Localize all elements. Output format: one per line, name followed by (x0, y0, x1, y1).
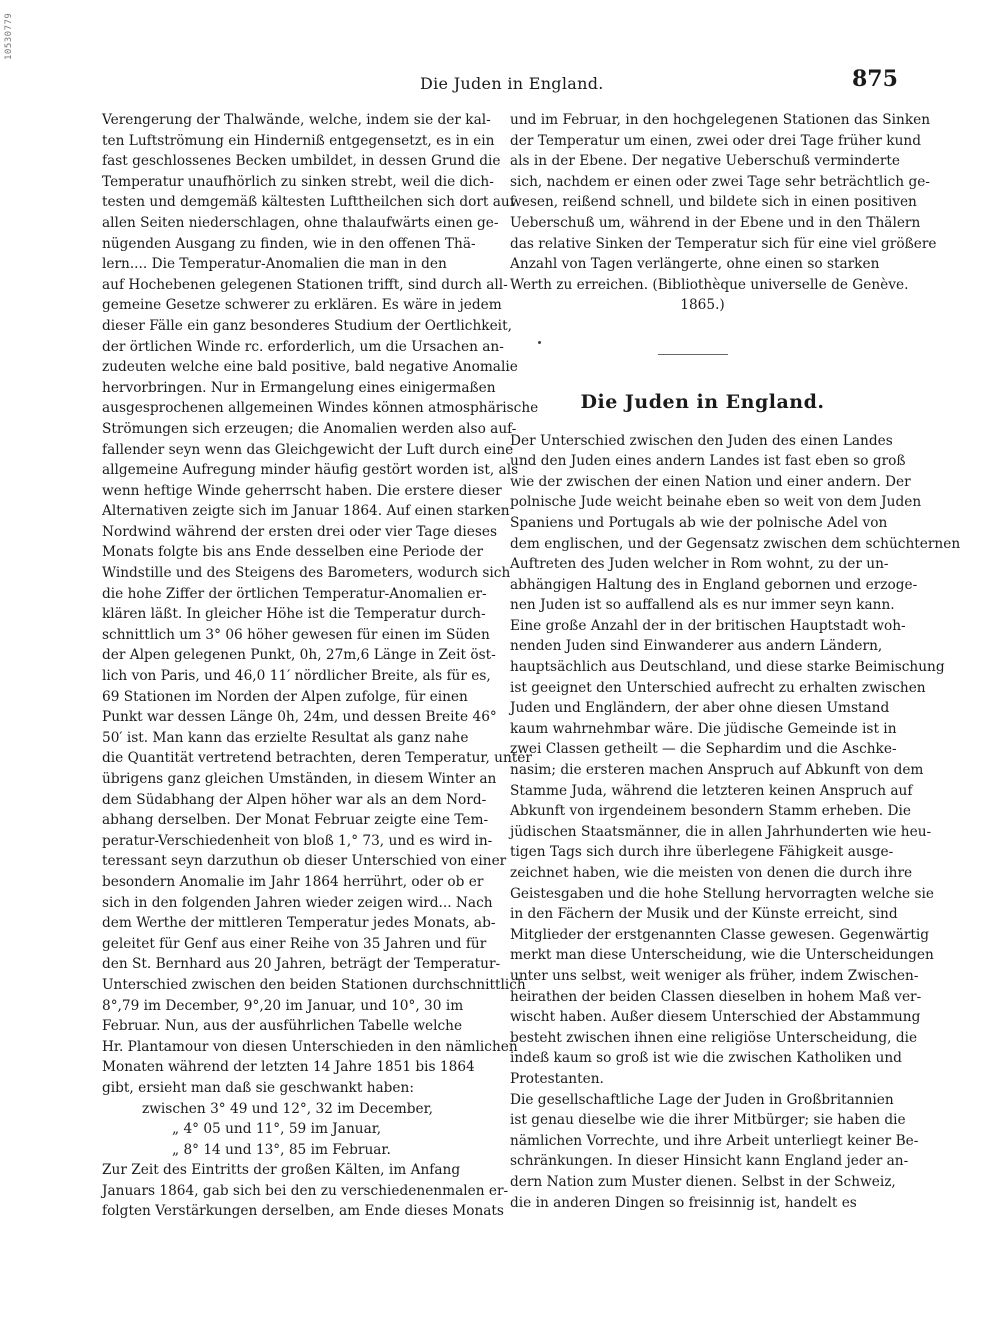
text-line: teressant seyn darzuthun ob dieser Unterschied von einer (102, 853, 507, 870)
text-line: tigen Tags sich durch ihre überlegene Fähigkeit ausge- (510, 844, 894, 861)
text-line: als in der Ebene. Der negative Ueberschuß verminderte (510, 153, 900, 170)
text-line: Werth zu erreichen. (Bibliothèque universelle de Genève. (510, 276, 909, 293)
text-line: Punkt war dessen Länge 0h, 24m, und dessen Breite 46° (102, 709, 497, 726)
text-line: die hohe Ziffer der örtlichen Temperatur-Anomalien er- (102, 585, 487, 602)
text-line: schnittlich um 3° 06 höher gewesen für einen im Süden (102, 626, 490, 643)
text-line: sich, nachdem er einen oder zwei Tage sehr beträchtlich ge- (510, 173, 930, 190)
text-line: Nordwind während der ersten drei oder vier Tage dieses (102, 523, 498, 540)
left-body-text (102, 110, 539, 1099)
text-line: ten Luftströmung ein Hinderniß entgegensetzt, es in ein (102, 132, 495, 149)
running-title: Die Juden in England. (420, 74, 604, 93)
text-line: kaum wahrnehmbar wäre. Die jüdische Gemeinde ist in (510, 720, 897, 737)
text-line: übrigens ganz gleichen Umständen, in diesem Winter an (102, 771, 497, 787)
text-line: dem Südabhang der Alpen höher war als an dem Nord- (102, 791, 487, 808)
text-line: lich von Paris, und 46,0 11′ nördlicher Breite, als für es, (102, 668, 491, 685)
text-line: fast geschlossenes Becken umbildet, in dessen Grund die (102, 153, 501, 170)
text-line: 1865.) (680, 297, 725, 314)
text-line: sich in den folgenden Jahren wieder zeigen wird... Nach (102, 894, 493, 911)
text-line: der örtlichen Winde rc. erforderlich, um die Ursachen an- (102, 338, 504, 355)
text-line: besondern Anomalie im Jahr 1864 herrührt, oder ob er (102, 873, 484, 890)
text-line: Windstille und des Steigens des Barometers, wodurch sich (102, 565, 511, 582)
text-line: Hr. Plantamour von diesen Unterschieden in den nämlichen (102, 1038, 518, 1055)
text-line: unter uns selbst, weit weniger als früher, indem Zwischen- (510, 967, 919, 984)
text-line: Januars 1864, gab sich bei den zu verschiedenenmalen er- (102, 1182, 509, 1199)
scan-id: 10530779 (4, 12, 14, 60)
text-line: Abkunft von irgendeinem besondern Stamm erheben. Die (510, 803, 911, 820)
text-line: wie der zwischen der einen Nation und einer andern. Der (510, 473, 911, 490)
text-line: zwei Classen getheilt — die Sephardim und die Aschke- (510, 741, 897, 758)
text-line: Strömungen sich erzeugen; die Anomalien werden also auf- (102, 420, 517, 437)
text-line: indeß kaum so groß ist wie die zwischen Katholiken und (510, 1050, 902, 1067)
text-line: dem englischen, und der Gegensatz zwischen dem schüchternen (510, 535, 961, 552)
text-line: hauptsächlich aus Deutschland, und diese starke Beimischung (510, 659, 945, 676)
text-line: Auftreten des Juden welcher in Rom wohnt, zu der un- (510, 556, 889, 573)
text-line: ausgesprochenen allgemeinen Windes können atmosphärische (102, 400, 539, 417)
text-line: wesen, reißend schnell, und bildete sich in einen positiven (510, 194, 917, 211)
continued-paragraph (510, 110, 937, 316)
section-separator (658, 354, 728, 355)
text-line: Ueberschuß um, während in der Ebene und in den Thälern (510, 214, 921, 231)
text-line: zudeuten welche eine bald positive, bald negative Anomalie (102, 359, 518, 376)
text-line: 50′ ist. Man kann das erzielte Resultat als ganz nahe (102, 729, 469, 746)
text-line: abhang derselben. Der Monat Februar zeigte eine Tem- (102, 812, 489, 829)
text-line: allgemeine Aufregung minder häufig gestört worden ist, als (102, 462, 519, 479)
text-line: die in anderen Dingen so freisinnig ist, handelt es (510, 1194, 857, 1211)
text-line: 8°,79 im December, 9°,20 im Januar, und 10°, 30 im (102, 997, 464, 1014)
text-line: der Temperatur um einen, zwei oder drei Tage früher kund (510, 132, 921, 149)
text-line: Geistesgaben und die hohe Stellung hervorragten welche sie (510, 885, 934, 902)
right-column (510, 110, 961, 1213)
text-line: heirathen der beiden Classen dieselben in hohem Maß ver- (510, 988, 922, 1005)
text-line: „ 4° 05 und 11°, 59 im Januar, (172, 1121, 382, 1138)
text-line: Unterschied zwischen den beiden Stationen durchschnittlich (102, 976, 526, 993)
text-line: wischt haben. Außer diesem Unterschied der Abstammung (510, 1009, 921, 1026)
text-line: Die gesellschaftliche Lage der Juden in Großbritannien (510, 1091, 894, 1108)
text-line: den St. Bernhard aus 20 Jahren, beträgt der Temperatur- (102, 956, 501, 973)
text-line: merkt man diese Unterscheidung, wie die Unterscheidungen (510, 947, 934, 964)
text-line: Monats folgte bis ans Ende desselben eine Periode der (102, 544, 484, 561)
text-line: zeichnet haben, wie die meisten von denen die durch ihre (510, 865, 913, 881)
text-line: peratur-Verschiedenheit von bloß 1,° 73, und es wird in- (102, 832, 493, 849)
text-line: „ 8° 14 und 13°, 85 im Februar. (172, 1141, 391, 1158)
text-line: Juden und Engländern, der aber ohne diesen Umstand (510, 700, 890, 717)
article-title: Die Juden in England. (580, 390, 825, 413)
separator-dot (538, 341, 541, 344)
text-line: und den Juden eines andern Landes ist fast eben so groß (510, 453, 906, 470)
text-line: Protestanten. (510, 1070, 604, 1087)
text-line: auf Hochebenen gelegenen Stationen trifft, sind durch all- (102, 276, 508, 293)
text-line: die Quantität vertretend betrachten, deren Temperatur, unter (102, 750, 532, 767)
text-line: Monaten während der letzten 14 Jahre 1851 bis 1864 (102, 1059, 475, 1076)
article-paragraph-2 (510, 1090, 919, 1214)
text-line: geleitet für Genf aus einer Reihe von 35 Jahren und für (102, 935, 487, 952)
text-line: Mitglieder der erstgenannten Classe gewesen. Gegenwärtig (510, 926, 930, 943)
page-number: 875 (852, 66, 898, 92)
text-line: 69 Stationen im Norden der Alpen zufolge, für einen (102, 688, 468, 705)
text-line: nenden Juden sind Einwanderer aus andern Ländern, (510, 638, 883, 655)
text-line: ist geeignet den Unterschied aufrecht zu erhalten zwischen (510, 679, 926, 696)
text-line: nasim; die ersteren machen Anspruch auf Abkunft von dem (510, 762, 924, 779)
text-line: folgten Verstärkungen derselben, am Ende dieses Monats (102, 1203, 504, 1220)
text-line: nügenden Ausgang zu finden, wie in den offenen Thä- (102, 235, 476, 252)
text-line: ist genau dieselbe wie die ihrer Mitbürger; sie haben die (510, 1112, 906, 1129)
text-line: gemeine Gesetze schwerer zu erklären. Es wäre in jedem (102, 297, 502, 314)
text-line: und im Februar, in den hochgelegenen Stationen das Sinken (510, 112, 931, 128)
text-line: das relative Sinken der Temperatur sich für eine viel größere (510, 235, 937, 252)
text-line: Temperatur unaufhörlich zu sinken strebt, weil die dich- (102, 173, 494, 190)
text-line: testen und demgemäß kältesten Lufttheilchen sich dort auf (102, 194, 515, 211)
text-line: jüdischen Staatsmänner, die in allen Jahrhunderten wie heu- (510, 823, 932, 840)
text-line: klären läßt. In gleicher Höhe ist die Temperatur durch- (102, 606, 486, 623)
left-closing-paragraph (102, 1160, 509, 1222)
article-paragraph-1 (510, 431, 961, 1090)
text-line: Februar. Nun, aus der ausführlichen Tabelle welche (102, 1018, 463, 1035)
text-line: Eine große Anzahl der in der britischen Hauptstadt woh- (510, 617, 906, 634)
text-line: nämlichen Vorrechte, und ihre Arbeit unterliegt keiner Be- (510, 1132, 919, 1149)
text-line: zwischen 3° 49 und 12°, 32 im December, (142, 1100, 433, 1117)
text-line: fallender seyn wenn das Gleichgewicht der Luft durch eine (102, 441, 514, 458)
text-line: abhängigen Haltung des in England gebornen und erzoge- (510, 576, 918, 593)
text-line: Anzahl von Tagen verlängerte, ohne einen so starken (510, 256, 880, 273)
temperature-range-list (102, 1099, 487, 1161)
text-line: dem Werthe der mittleren Temperatur jedes Monats, ab- (102, 915, 496, 932)
text-line: nen Juden ist so auffallend als es nur immer seyn kann. (510, 597, 895, 614)
text-line: allen Seiten niederschlagen, ohne thalaufwärts einen ge- (102, 214, 499, 231)
text-line: dieser Fälle ein ganz besonderes Studium der Oertlichkeit, (102, 317, 512, 334)
text-line: hervorbringen. Nur in Ermangelung eines einigermaßen (102, 379, 496, 396)
text-line: Alternativen zeigte sich im Januar 1864. Auf einen starken (102, 503, 510, 520)
text-line: Stamme Juda, während die letzteren keinen Anspruch auf (510, 782, 913, 799)
left-column (102, 110, 539, 1222)
text-line: wenn heftige Winde geherrscht haben. Die erstere dieser (102, 482, 502, 499)
text-line: Der Unterschied zwischen den Juden des einen Landes (510, 432, 893, 449)
text-line: Zur Zeit des Eintritts der großen Kälten, im Anfang (102, 1162, 461, 1179)
text-line: dern Nation zum Muster dienen. Selbst in der Schweiz, (510, 1173, 896, 1190)
text-line: gibt, ersieht man daß sie geschwankt haben: (102, 1079, 414, 1096)
text-line: schränkungen. In dieser Hinsicht kann England jeder an- (510, 1153, 909, 1170)
text-line: lern.... Die Temperatur-Anomalien die man in den (102, 256, 447, 273)
text-line: Spaniens und Portugals ab wie der polnische Adel von (510, 514, 888, 531)
text-line: Verengerung der Thalwände, welche, indem sie der kal- (102, 112, 491, 128)
text-line: in den Fächern der Musik und der Künste erreicht, sind (510, 906, 898, 923)
text-line: polnische Jude weicht beinahe eben so weit von dem Juden (510, 494, 922, 511)
text-line: besteht zwischen ihnen eine religiöse Unterscheidung, die (510, 1029, 918, 1046)
text-line: der Alpen gelegenen Punkt, 0h, 27m,6 Länge in Zeit öst- (102, 647, 496, 664)
